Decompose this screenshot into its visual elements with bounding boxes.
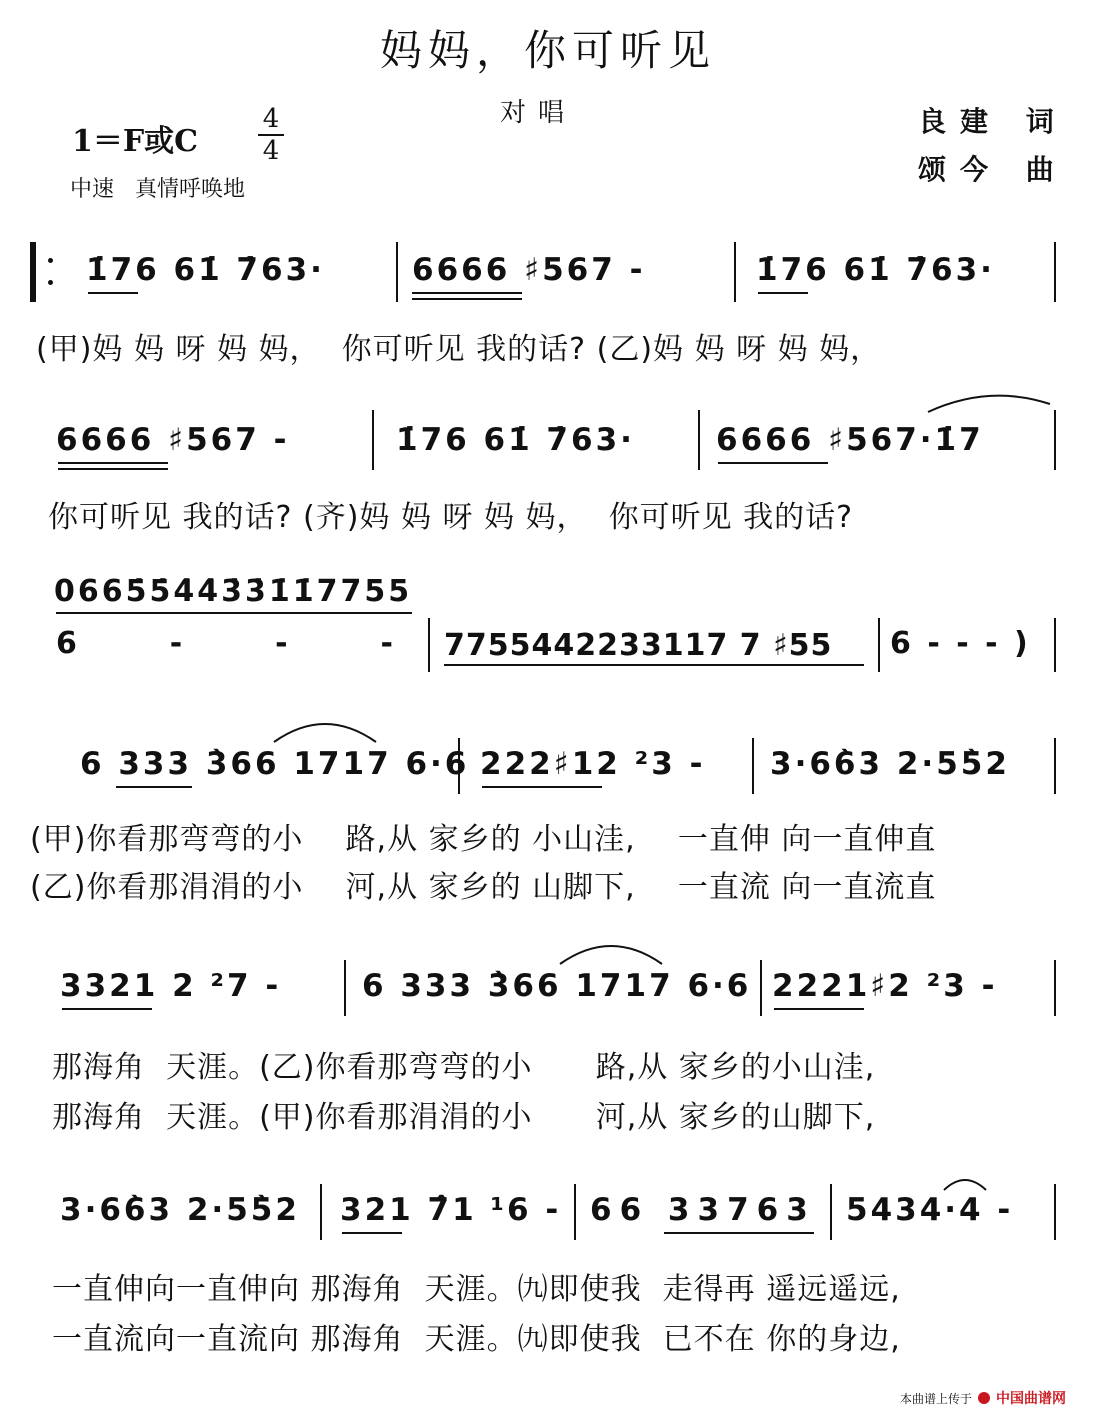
site-footer <box>900 1388 1066 1408</box>
measure-notes: 1̇76 61̇ 7̇63· <box>396 422 635 458</box>
measure-notes: 1̇76 61̇ 7̇63· <box>756 252 995 288</box>
lyric-line: 一直伸向一直伸向 那海角 天涯。㈨即使我 走得再 遥远遥远, <box>52 1272 901 1307</box>
lower-part-notes: 6 - - - ) <box>890 626 1031 661</box>
bar-line <box>1054 242 1056 302</box>
meter-top: 4 <box>262 104 280 134</box>
measure-notes: 1̇76 61̇ 7̇63· <box>86 252 325 288</box>
repeat-dot <box>48 280 53 285</box>
bar-line <box>574 1184 576 1240</box>
lyric-line: (甲)你看那弯弯的小 路,从 家乡的 小山洼, 一直伸 向一直伸直 <box>30 822 937 857</box>
bar-line <box>372 410 374 470</box>
score-line-5 <box>0 936 1096 1136</box>
composer-credit: 颂今 曲 <box>918 153 1068 186</box>
score-line-3 <box>0 560 1096 700</box>
measure-notes: 5434·4 - <box>846 1192 1014 1228</box>
beam-underline <box>58 462 168 464</box>
beam-underline <box>342 1232 402 1234</box>
slur-arc <box>940 1174 990 1192</box>
lower-part-notes: 6 - - - <box>56 626 417 661</box>
slur-arc <box>924 390 1054 414</box>
beam-underline <box>58 468 168 470</box>
upload-text: 本曲谱上传于 <box>899 1391 972 1406</box>
beam-underline <box>56 612 412 614</box>
lower-part-notes: 7755442233117 7 ♯55 <box>444 628 833 663</box>
measure-notes: 3·66̀3 2·55̀2 <box>770 746 1010 782</box>
score-line-4 <box>0 714 1096 914</box>
site-logo-icon <box>978 1392 990 1404</box>
bar-line <box>320 1184 322 1240</box>
bar-line <box>698 410 700 470</box>
bar-line <box>760 960 762 1016</box>
bar-line <box>458 738 460 794</box>
lyric-line: (乙)你看那涓涓的小 河,从 家乡的 山脚下, 一直流 向一直流直 <box>30 870 937 905</box>
beam-underline <box>412 292 522 294</box>
lyricist-credit: 良建 词 <box>918 105 1068 138</box>
beam-underline <box>758 292 808 294</box>
beam-underline <box>412 298 522 300</box>
beam-underline <box>664 1232 814 1234</box>
beam-underline <box>116 786 192 788</box>
beam-underline <box>62 1008 152 1010</box>
bar-line <box>1054 1184 1056 1240</box>
upper-part-notes: 0665̇5̇4̇4̇3̇3̇1̇1̇7755 <box>54 574 413 609</box>
measure-notes: 321 7̂1 ¹6 - <box>340 1192 562 1228</box>
lyric-line: (甲)妈 妈 呀 妈 妈， 你可听见 我的话? (乙)妈 妈 呀 妈 妈， <box>36 332 882 367</box>
lyric-line: 那海角 天涯。(甲)你看那涓涓的小 河,从 家乡的山脚下, <box>52 1100 876 1135</box>
bar-line <box>878 618 880 672</box>
measure-notes: 6666 ♯567 - <box>412 252 646 288</box>
lyric-line: 你可听见 我的话? (齐)妈 妈 呀 妈 妈， 你可听见 我的话? <box>48 500 854 535</box>
bar-line <box>396 242 398 302</box>
bar-line <box>1054 960 1056 1016</box>
key-signature: 1＝F或C <box>72 124 199 159</box>
score-line-1 <box>0 220 1096 370</box>
lyric-line: 那海角 天涯。(乙)你看那弯弯的小 路,从 家乡的小山洼, <box>52 1050 876 1085</box>
measure-notes: 2221♯2 ²3 - <box>772 968 998 1004</box>
lyric-line: 一直流向一直流向 那海角 天涯。㈨即使我 已不在 你的身边, <box>52 1322 901 1357</box>
bar-line <box>428 618 430 672</box>
tempo-marking: 中速 真情呼唤地 <box>70 177 245 202</box>
bar-line <box>734 242 736 302</box>
beam-underline <box>718 462 828 464</box>
song-title: 妈妈，你可听见 <box>379 26 716 75</box>
song-subtitle: 对唱 <box>500 98 577 128</box>
bar-line <box>830 1184 832 1240</box>
beam-underline <box>482 786 602 788</box>
bar-line <box>1054 618 1056 672</box>
measure-notes: 222♯12 ²3 - <box>480 746 706 782</box>
measure-notes: 6666 ♯567·1̇7 <box>716 422 984 458</box>
measure-notes: 6666 ♯567 - <box>56 422 290 458</box>
time-signature <box>258 106 284 164</box>
score-line-2 <box>0 388 1096 538</box>
bar-line <box>752 738 754 794</box>
repeat-dot <box>48 258 53 263</box>
meter-bottom: 4 <box>262 136 280 166</box>
bar-line <box>344 960 346 1016</box>
triplet-slur <box>270 714 380 744</box>
measure-notes: 3321 2 ²7 - <box>60 968 282 1004</box>
bar-line <box>1054 410 1056 470</box>
measure-notes: 6 333 3̀66 1717 6·6 <box>80 746 470 782</box>
measure-notes: 3·66̀3 2·55̀2 <box>60 1192 300 1228</box>
beam-underline <box>774 1008 864 1010</box>
triplet-slur <box>556 936 666 966</box>
site-name: 中国曲谱网 <box>996 1391 1066 1407</box>
beam-underline <box>88 292 138 294</box>
measure-notes: 6 333 3̀66 1717 6·6 <box>362 968 752 1004</box>
beam-underline <box>444 664 864 666</box>
bar-line <box>1054 738 1056 794</box>
repeat-start-bar <box>30 242 36 302</box>
measure-notes: 66 33763 <box>590 1192 816 1228</box>
score-line-6 <box>0 1160 1096 1360</box>
